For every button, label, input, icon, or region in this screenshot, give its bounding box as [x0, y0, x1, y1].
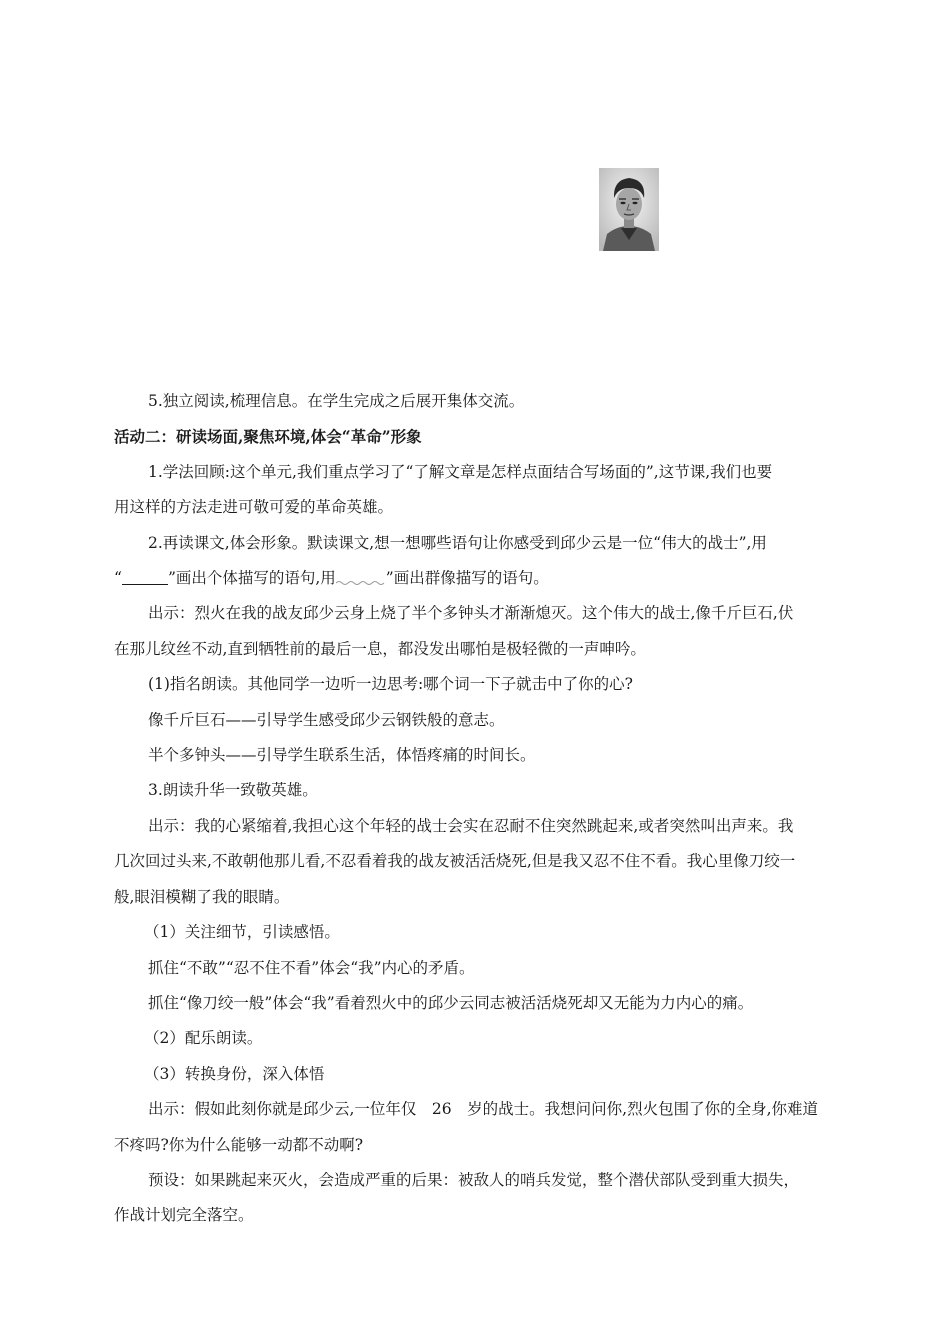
- portrait-photo: [599, 168, 659, 251]
- section-heading-activity-2: 活动二：研读场面,聚焦环境,体会“革命”形象: [114, 427, 422, 447]
- paragraph-line: 抓住“不敢”“忍不住不看”体会“我”内心的矛盾。: [148, 958, 475, 977]
- wavy-underline-icon: [336, 571, 386, 585]
- paragraph-line-underline-instructions: [114, 561, 866, 596]
- paragraph-line: 像千斤巨石——引导学生感受邱少云钢铁般的意志。: [148, 710, 505, 729]
- straight-underline-sample: [122, 570, 168, 585]
- paragraph-line: 预设：如果跳起来灭火，会造成严重的后果：被敌人的哨兵发觉，整个潜伏部队受到重大损失，: [148, 1170, 800, 1189]
- document-body: [114, 384, 866, 1234]
- paragraph-line: 出示：假如此刻你就是邱少云,一位年仅 26 岁的战士。我想问问你,烈火包围了你的全身,你难道: [148, 1100, 819, 1119]
- instruction-text-end: ”画出群像描写的语句。: [385, 569, 549, 588]
- paragraph-line: 几次回过头来,不敢朝他那儿看,不忍看着我的战友被活活烧死,但是我又忍不住不看。我心里像刀绞一: [114, 852, 796, 871]
- paragraph-line: 作战计划完全落空。: [114, 1206, 254, 1225]
- paragraph-line: 出示：烈火在我的战友邱少云身上烧了半个多钟头才渐渐熄灭。这个伟大的战士,像千斤巨石,伏: [148, 604, 794, 623]
- instruction-text: ”画出个体描写的语句,用: [167, 569, 336, 588]
- paragraph-line: (1)指名朗读。其他同学一边听一边思考:哪个词一下子就击中了你的心?: [148, 675, 633, 694]
- paragraph-line: 抓住“像刀绞一般”体会“我”看着烈火中的邱少云同志被活活烧死却又无能为力内心的痛。: [148, 993, 754, 1012]
- paragraph-line: 般,眼泪模糊了我的眼睛。: [114, 887, 290, 906]
- paragraph-line: 不疼吗?你为什么能够一动都不动啊?: [114, 1135, 364, 1154]
- paragraph-line: 出示：我的心紧缩着,我担心这个年轻的战士会实在忍耐不住突然跳起来,或者突然叫出声来。我: [148, 816, 794, 835]
- paragraph-step-5: 5.独立阅读,梳理信息。在学生完成之后展开集体交流。: [148, 392, 525, 410]
- portrait-icon: [599, 168, 659, 251]
- paragraph-line: 在那儿纹丝不动,直到牺牲前的最后一息，都没发出哪怕是极轻微的一声呻吟。: [114, 639, 646, 658]
- paragraph-line: （2）配乐朗读。: [144, 1029, 263, 1048]
- paragraph-line: 用这样的方法走进可敬可爱的革命英雄。: [114, 498, 394, 517]
- paragraph-line: 1.学法回顾:这个单元,我们重点学习了“了解文章是怎样点面结合写场面的”,这节课,我们也要: [148, 462, 773, 481]
- paragraph-line: （3）转换身份，深入体悟: [144, 1064, 325, 1083]
- paragraph-line: 2.再读课文,体会形象。默读课文,想一想哪些语句让你感受到邱少云是一位“伟大的战士”,用: [148, 533, 767, 552]
- paragraph-line: 半个多钟头——引导学生联系生活，体悟疼痛的时间长。: [148, 746, 536, 765]
- paragraph-line: 3.朗读升华一致敬英雄。: [148, 781, 318, 800]
- paragraph-line: （1）关注细节，引读感悟。: [144, 923, 340, 942]
- quote-open: “: [114, 569, 122, 588]
